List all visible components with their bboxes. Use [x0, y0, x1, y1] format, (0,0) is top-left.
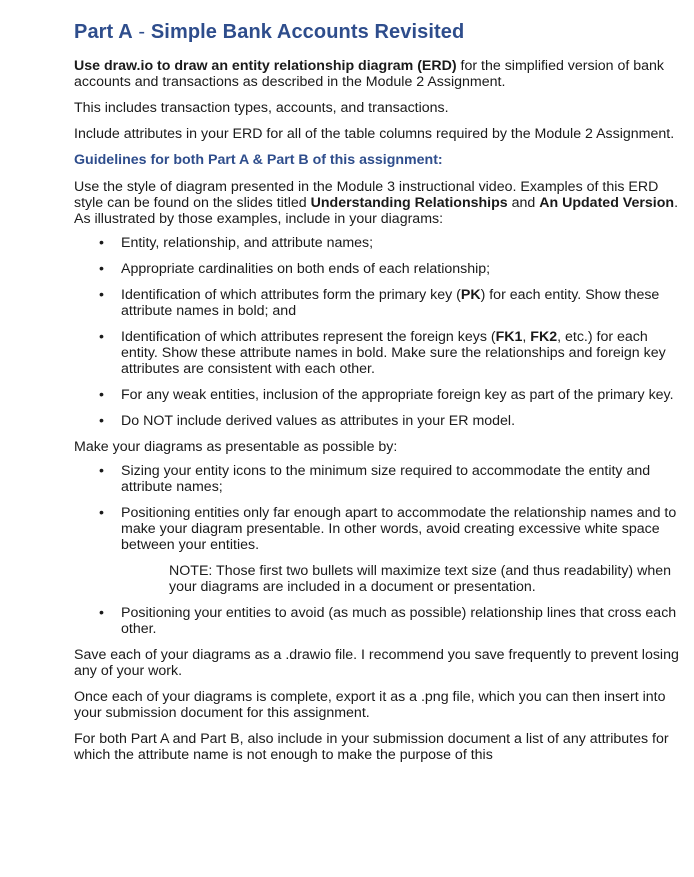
bullet-icon: •	[99, 287, 104, 303]
style-paragraph	[74, 179, 686, 227]
save-paragraph: Save each of your diagrams as a .drawio file. I recommend you save frequently to prevent losing any of your work.	[74, 647, 679, 679]
list-item	[74, 235, 686, 251]
intro-text: for the simplified version of bank accounts and transactions as described in the Module 2 Assignment.	[74, 58, 665, 90]
title-dash: -	[132, 21, 151, 43]
style-bold-1: Understanding Relationships	[310, 195, 508, 211]
list-item	[74, 505, 686, 553]
intro-bold: Use draw.io to draw an entity relationship diagram (ERD)	[74, 58, 457, 74]
style-text-1: Use the style of diagram presented in the Module 3 instructional video. Examples of this ERD style can be found on the slides titled	[74, 179, 659, 211]
pk-label: PK	[460, 287, 481, 303]
list-item-text: Do NOT include derived values as attributes in your ER model.	[121, 413, 516, 429]
list-item-text: Sizing your entity icons to the minimum size required to accommodate the entity and attribute names;	[121, 463, 651, 495]
list-item-text: Identification of which attributes form the primary key (	[121, 287, 461, 303]
list-item-text: Appropriate cardinalities on both ends of each relationship;	[121, 261, 491, 277]
presentable-paragraph: Make your diagrams as presentable as possible by:	[74, 439, 398, 455]
fk1-label: FK1	[495, 329, 523, 345]
fk2-label: FK2	[530, 329, 558, 345]
list-item	[74, 605, 686, 637]
bullet-icon: •	[99, 235, 104, 251]
note-paragraph: NOTE: Those first two bullets will maximize text size (and thus readability) when your diagrams are included in a document or presentation.	[169, 563, 672, 595]
list-item	[74, 287, 686, 319]
list-item-text: Positioning entities only far enough apart to accommodate the relationship names and to make your diagram presentable. In other words, avoid creating excessive white space between your entities.	[121, 505, 677, 553]
intro-paragraph	[74, 58, 686, 90]
final-paragraph: For both Part A and Part B, also include in your submission document a list of any attributes for which the attribute name is not enough to make the purpose of this	[74, 731, 669, 763]
list-item	[74, 329, 686, 377]
style-text-2: and	[507, 195, 540, 211]
list-item-text: Positioning your entities to avoid (as much as possible) relationship lines that cross each other.	[121, 605, 677, 637]
bullet-icon: •	[99, 505, 104, 521]
list-item-text: Identification of which attributes represent the foreign keys (	[121, 329, 496, 345]
page-title	[74, 20, 686, 44]
style-bold-2: An Updated Version	[539, 195, 675, 211]
list-item	[74, 413, 686, 429]
bullet-icon: •	[99, 329, 104, 345]
list-item	[74, 387, 686, 403]
list-item-text: ) for each entity. Show these attribute names in bold; and	[121, 287, 660, 319]
list-item	[74, 463, 686, 495]
style-text-3: . As illustrated by those examples, include in your diagrams:	[74, 195, 679, 227]
attributes-paragraph: Include attributes in your ERD for all of the table columns required by the Module 2 Assignment.	[74, 126, 675, 142]
list-item-text: Entity, relationship, and attribute names;	[121, 235, 374, 251]
bullet-icon: •	[99, 463, 104, 479]
bullet-icon: •	[99, 413, 104, 429]
list-item	[74, 261, 686, 277]
export-paragraph: Once each of your diagrams is complete, export it as a .png file, which you can then insert into your submission document for this assignment.	[74, 689, 666, 721]
diagram-requirements-list	[74, 235, 686, 429]
bullet-icon: •	[99, 261, 104, 277]
includes-paragraph: This includes transaction types, accounts, and transactions.	[74, 100, 449, 116]
presentation-list	[74, 463, 686, 637]
title-part: Part A	[74, 21, 133, 43]
bullet-icon: •	[99, 605, 104, 621]
bullet-icon: •	[99, 387, 104, 403]
list-item-text: ,	[522, 329, 531, 345]
list-item-text: For any weak entities, inclusion of the appropriate foreign key as part of the primary key.	[121, 387, 674, 403]
title-text: Simple Bank Accounts Revisited	[150, 21, 465, 43]
list-item-text: , etc.) for each entity. Show these attribute names in bold. Make sure the relationships and foreign key attributes are consistent with each other.	[121, 329, 666, 377]
guidelines-heading: Guidelines for both Part A & Part B of this assignment:	[74, 152, 443, 168]
